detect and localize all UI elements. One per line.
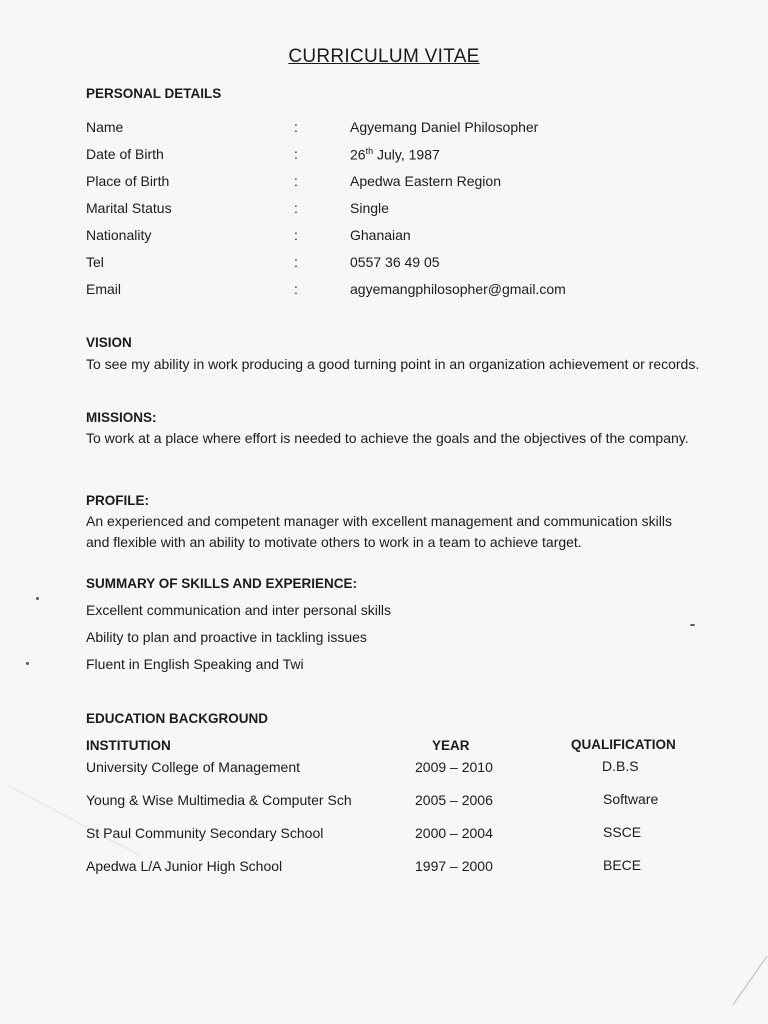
row-label: Nationality [86, 227, 152, 243]
document-title: CURRICULUM VITAE [288, 46, 480, 67]
row-label: Email [86, 281, 122, 297]
profile-heading: PROFILE: [86, 493, 149, 508]
education-column-institution: INSTITUTION [86, 738, 171, 753]
row-separator: : [294, 119, 298, 135]
education-year: 2000 – 2004 [415, 825, 493, 841]
row-value: 0557 36 49 05 [350, 254, 440, 270]
personal-details-heading: PERSONAL DETAILS [86, 86, 222, 101]
vision-heading: VISION [86, 335, 132, 350]
row-label: Tel [86, 254, 104, 270]
row-value: Agyemang Daniel Philosopher [350, 119, 539, 135]
education-column-year: YEAR [432, 738, 470, 753]
dob-month-year: July, 1987 [373, 146, 440, 163]
vision-text: To see my ability in work producing a good turning point in an organization achievement or records. [86, 356, 700, 372]
education-year: 2009 – 2010 [415, 759, 493, 775]
education-column-qualification: QUALIFICATION [571, 737, 676, 752]
education-qualification: BECE [603, 857, 642, 873]
row-label: Name [86, 119, 124, 135]
row-separator: : [294, 200, 298, 216]
row-value: agyemangphilosopher@gmail.com [350, 281, 566, 297]
education-institution: University College of Management [86, 759, 300, 775]
row-label: Place of Birth [86, 173, 170, 189]
education-year: 2005 – 2006 [415, 792, 493, 808]
skill-item: Excellent communication and inter personal skills [86, 602, 392, 618]
row-separator: : [294, 254, 298, 270]
education-qualification: SSCE [603, 824, 642, 840]
skill-item: Fluent in English Speaking and Twi [86, 656, 304, 672]
missions-heading: MISSIONS: [86, 410, 157, 425]
row-value [350, 146, 440, 163]
row-label: Marital Status [86, 200, 172, 216]
education-institution: Apedwa L/A Junior High School [86, 858, 283, 874]
education-institution: Young & Wise Multimedia & Computer Sch [86, 792, 352, 808]
education-year: 1997 – 2000 [415, 858, 493, 874]
dob-day: 26 [350, 146, 366, 163]
row-value: Ghanaian [350, 227, 411, 243]
dob-ordinal: th [365, 146, 374, 156]
row-value: Single [350, 200, 389, 216]
row-separator: : [294, 146, 298, 162]
education-institution: St Paul Community Secondary School [86, 825, 324, 841]
row-separator: : [294, 281, 298, 297]
education-qualification: D.B.S [602, 758, 639, 774]
row-separator: : [294, 173, 298, 189]
missions-text: To work at a place where effort is needed to achieve the goals and the objectives of the company. [86, 430, 689, 446]
profile-text: An experienced and competent manager with excellent management and communication skills and flexible with an ability to motivate others to work in a team to achieve target. [86, 513, 672, 550]
row-value: Apedwa Eastern Region [350, 173, 501, 189]
row-label: Date of Birth [86, 146, 164, 162]
row-separator: : [294, 227, 298, 243]
paper-speck [26, 662, 29, 665]
skill-item: Ability to plan and proactive in tackling issues [86, 629, 367, 645]
skills-heading: SUMMARY OF SKILLS AND EXPERIENCE: [86, 576, 358, 591]
paper-speck [690, 624, 695, 626]
education-heading: EDUCATION BACKGROUND [86, 711, 268, 726]
paper-crease [732, 956, 767, 1006]
education-qualification: Software [603, 791, 659, 807]
paper-speck [36, 597, 39, 600]
